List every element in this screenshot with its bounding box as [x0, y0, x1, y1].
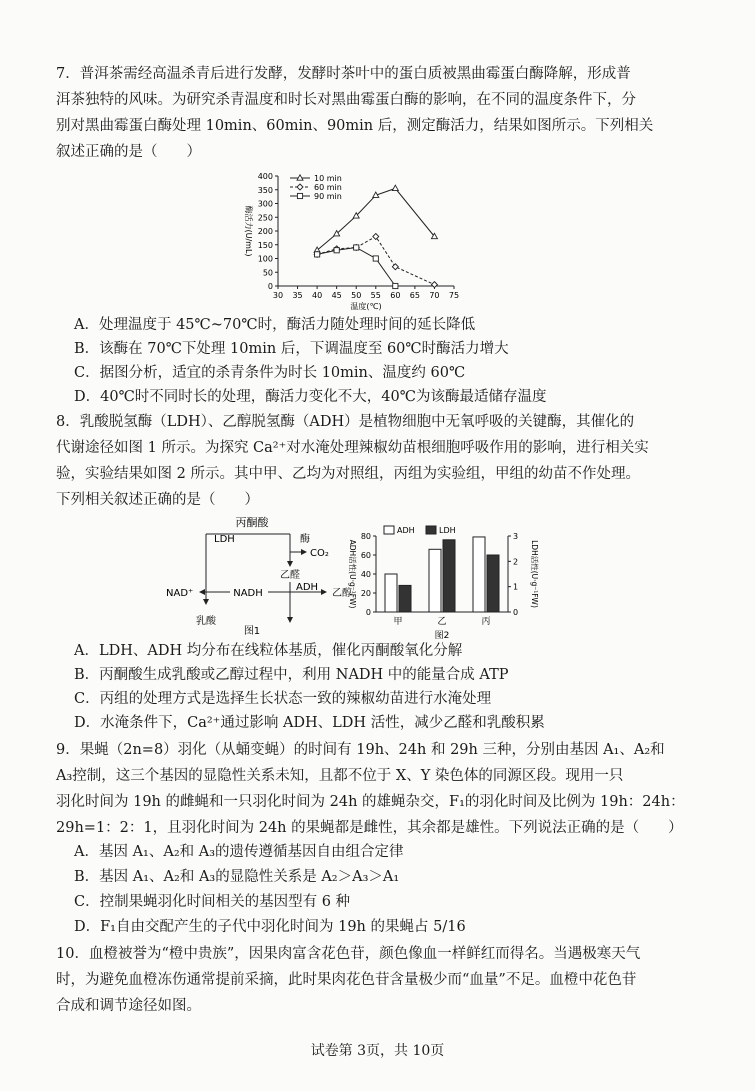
data-point	[373, 234, 379, 240]
x-tick-label: 65	[409, 291, 420, 300]
q9-option-c[interactable]: C．控制果蝇羽化时间相关的基因型有 6 种	[74, 894, 351, 910]
y-tick-label: 200	[257, 227, 273, 236]
fig1-co2: CO₂	[310, 548, 329, 559]
legend-marker	[297, 193, 302, 198]
figure2-caption: 图2	[434, 631, 450, 641]
fig1-acetaldehyde: 乙醛	[280, 570, 300, 581]
y-tick-label: 400	[257, 172, 273, 181]
y-tick-label: 350	[257, 185, 273, 195]
fig1-caption: 图1	[243, 626, 261, 637]
fig1-ldh-label: LDH	[214, 534, 235, 545]
q8-option-a[interactable]: A．LDH、ADH 均分布在线粒体基质，催化丙酮酸氧化分解	[74, 643, 463, 659]
q8-line: 8．乳酸脱氢酶（LDH）、乙醇脱氢酶（ADH）是植物细胞中无氧呼吸的关键酶，其催化的	[56, 414, 635, 430]
page-footer: 试卷第 3页，共 10页	[310, 1043, 445, 1059]
q9-line: 9．果蝇（2n=8）羽化（从蛹变蝇）的时间有 19h、24h 和 29h 三种，分别由基因 A₁、A₂和	[56, 742, 665, 758]
series-line	[317, 248, 395, 287]
x-axis-label: 温度(℃)	[350, 302, 382, 311]
q7-line: 别对黑曲霉蛋白酶处理 10min、60min、90min 后，测定酶活力，结果如图所示。下列相关	[56, 118, 654, 134]
y-left-axis-label: ADH活性(U·g⁻¹FW)	[348, 539, 357, 609]
legend-label-ldh: LDH	[439, 526, 456, 535]
q9-line: 29h=1：2：1，且羽化时间为 24h 的果蝇都是雌性，其余都是雄性。下列说法正确的是（ ）	[56, 820, 683, 836]
q8-option-c[interactable]: C．丙组的处理方式是选择生长状态一致的辣椒幼苗进行水淹处理	[74, 691, 492, 707]
bar-ldh	[399, 585, 411, 612]
y-tick-label: 150	[257, 240, 273, 250]
q7-line: 7．普洱茶需经高温杀青后进行发酵，发酵时茶叶中的蛋白质被黑曲霉蛋白酶降解，形成普	[56, 66, 631, 82]
y-left-tick-label: 80	[360, 532, 371, 541]
q8-line: 下列相关叙述正确的是（ ）	[56, 492, 259, 508]
q7-line: 洱茶独特的风味。为研究杀青温度和时长对黑曲霉蛋白酶的影响，在不同的温度条件下，分	[56, 92, 636, 108]
y-left-tick-label: 40	[360, 570, 371, 579]
category-label: 甲	[393, 617, 403, 627]
y-right-tick-label: 0	[513, 608, 519, 617]
y-right-tick-label: 3	[513, 532, 519, 541]
fig1-pyruvate: 丙酮酸	[235, 516, 269, 529]
q9-option-b[interactable]: B．基因 A₁、A₂和 A₃的显隐性关系是 A₂＞A₃＞A₁	[74, 869, 400, 885]
x-tick-label: 40	[312, 291, 323, 300]
fig1-nad-plus: NAD⁺	[166, 588, 194, 599]
legend-label: 60 min	[314, 183, 342, 192]
fig1-nadh: NADH	[233, 588, 263, 599]
q7-enzyme-activity-chart	[232, 166, 472, 312]
fig1-enzyme-label: 酶	[300, 534, 310, 545]
x-tick-label: 70	[429, 291, 440, 300]
series-10-min	[290, 174, 437, 252]
y-left-tick-label: 20	[360, 589, 371, 598]
y-left-tick-label: 60	[360, 551, 371, 560]
q8-option-d[interactable]: D．水淹条件下，Ca²⁺通过影响 ADH、LDH 活性，减少乙醛和乳酸积累	[74, 715, 545, 731]
fig1-lactate: 乳酸	[196, 616, 216, 627]
x-tick-label: 75	[448, 291, 460, 300]
q9-option-a[interactable]: A．基因 A₁、A₂和 A₃的遗传遵循基因自由组合定律	[74, 844, 404, 860]
data-point	[392, 264, 398, 270]
fig1-adh-label: ADH	[296, 582, 319, 593]
data-point	[392, 185, 398, 190]
y-left-tick-label: 0	[365, 608, 371, 617]
q9-line: 羽化时间为 19h 的雌蝇和一只羽化时间为 24h 的雄蝇杂交，F₁的羽化时间及比例为 19h：24h：	[56, 794, 685, 810]
bar-adh	[385, 574, 397, 612]
bar-adh	[429, 549, 441, 612]
data-point	[315, 252, 320, 257]
q10-line: 合成和调节途径如图。	[56, 998, 201, 1014]
series-90-min	[290, 192, 398, 289]
data-point	[334, 248, 339, 253]
q9-option-d[interactable]: D．F₁自由交配产生的子代中羽化时间为 19h 的果蝇占 5/16	[74, 919, 466, 935]
y-tick-label: 250	[257, 213, 273, 223]
category-label: 丙	[481, 617, 491, 627]
q8-option-b[interactable]: B．丙酮酸生成乳酸或乙醇过程中，利用 NADH 中的能量合成 ATP	[74, 667, 509, 683]
q8-figure1-pathway	[160, 512, 360, 640]
y-tick-label: 100	[257, 254, 273, 264]
legend-swatch-adh	[384, 526, 394, 534]
series-60-min	[290, 183, 437, 288]
fig1-ethanol: 乙醇	[332, 588, 352, 599]
q7-option-a[interactable]: A．处理温度于 45℃~70℃时，酶活力随处理时间的延长降低	[74, 317, 476, 333]
y-right-tick-label: 1	[513, 582, 519, 592]
y-right-axis-label: LDH活性(U·g⁻¹FW)	[530, 540, 539, 608]
legend-label-adh: ADH	[397, 526, 415, 535]
q10-line: 10．血橙被誉为“橙中贵族”，因果肉富含花色苷，颜色像血一样鲜红而得名。当遇极寒天气	[56, 946, 641, 962]
q8-line: 代谢途径如图 1 所示。为探究 Ca²⁺对水淹处理辣椒幼苗根细胞呼吸作用的影响，进行相关实	[56, 440, 649, 456]
y-tick-label: 50	[262, 268, 273, 278]
y-right-tick-label: 2	[513, 557, 519, 567]
y-tick-label: 0	[267, 282, 273, 291]
x-tick-label: 30	[272, 291, 284, 300]
data-point	[431, 282, 437, 288]
legend-label: 90 min	[314, 192, 342, 201]
x-tick-label: 55	[370, 291, 381, 300]
q7-option-c[interactable]: C．据图分析，适宜的杀青条件为时长 10min、温度约 60℃	[74, 365, 466, 381]
data-point	[373, 256, 378, 261]
q7-line: 叙述正确的是（ ）	[56, 144, 201, 160]
q9-line: A₃控制，这三个基因的显隐性关系未知，且都不位于 X、Y 染色体的同源区段。现用一只	[56, 768, 624, 784]
legend-marker	[297, 184, 303, 190]
legend-label: 10 min	[314, 174, 342, 183]
y-tick-label: 300	[257, 199, 273, 209]
x-tick-label: 60	[390, 291, 401, 300]
q7-option-d[interactable]: D．40℃时不同时长的处理，酶活力变化不大，40℃为该酶最适储存温度	[74, 389, 547, 405]
q8-line: 验，实验结果如图 2 所示。其中甲、乙均为对照组，丙组为实验组，甲组的幼苗不作处理。	[56, 466, 640, 482]
y-axis-label: 酶活力(U/mL)	[244, 205, 253, 257]
bar-adh	[473, 537, 485, 612]
q7-option-b[interactable]: B．该酶在 70℃下处理 10min 后，下调温度至 60℃时酶活力增大	[74, 341, 509, 357]
x-tick-label: 50	[351, 291, 362, 300]
q10-line: 时，为避免血橙冻伤通常提前采摘，此时果肉花色苷含量极少而“血量”不足。血橙中花色苷	[56, 972, 637, 988]
category-label: 乙	[437, 617, 447, 627]
bar-ldh	[443, 540, 455, 612]
q8-figure2-bar-chart	[340, 522, 540, 642]
legend-swatch-ldh	[426, 526, 436, 534]
x-tick-label: 35	[292, 291, 303, 300]
x-tick-label: 45	[331, 291, 342, 300]
data-point	[354, 245, 359, 250]
data-point	[393, 283, 398, 288]
bar-ldh	[487, 555, 499, 612]
